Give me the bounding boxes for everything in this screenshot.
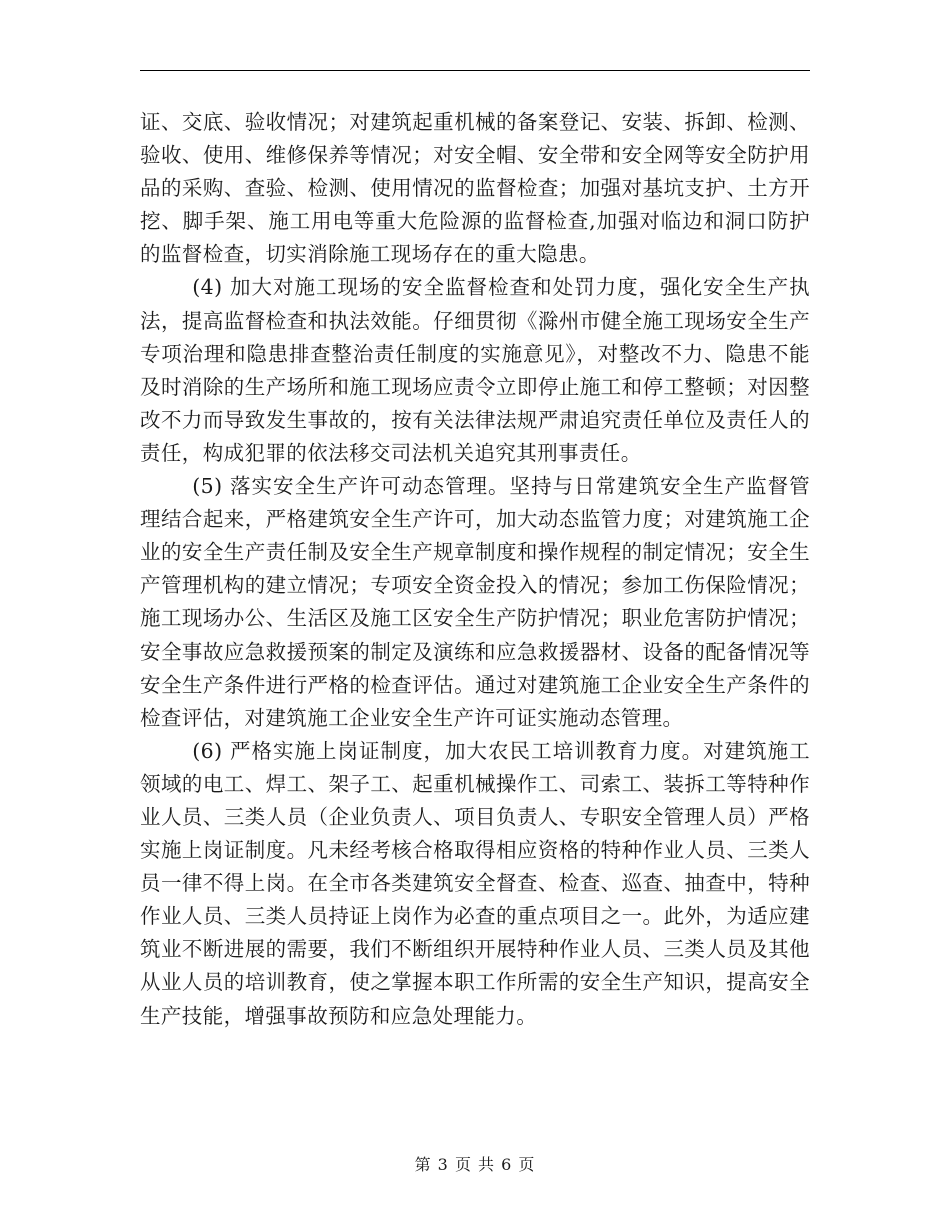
header-rule	[140, 70, 810, 71]
document-body	[140, 106, 810, 1033]
page-number-footer: 第 3 页 共 6 页	[414, 1155, 536, 1174]
paragraph-item-6: (6) 严格实施上岗证制度，加大农民工培训教育力度。对建筑施工领域的电工、焊工、架子工、起重机械操作工、司索工、装拆工等特种作业人员、三类人员（企业负责人、项目负责人、专职安全管理人员）严格实施上岗证制度。凡未经考核合格取得相应资格的特种作业人员、三类人员一律不得上岗。在全市各类建筑安全督查、检查、巡查、抽查中，特种作业人员、三类人员持证上岗作为必查的重点项目之一。此外，为适应建筑业不断进展的需要，我们不断组织开展特种作业人员、三类人员及其他从业人员的培训教育，使之掌握本职工作所需的安全生产知识，提高安全生产技能，增强事故预防和应急处理能力。	[140, 738, 810, 1028]
paragraph-item-5: (5) 落实安全生产许可动态管理。坚持与日常建筑安全生产监督管理结合起来，严格建筑安全生产许可，加大动态监管力度；对建筑施工企业的安全生产责任制及安全生产规章制度和操作规程的制定情况；安全生产管理机构的建立情况；专项安全资金投入的情况；参加工伤保险情况；施工现场办公、生活区及施工区安全生产防护情况；职业危害防护情况；安全事故应急救援预案的制定及演练和应急救援器材、设备的配备情况等安全生产条件进行严格的检查评估。通过对建筑施工企业安全生产条件的检查评估，对建筑施工企业安全生产许可证实施动态管理。	[140, 474, 810, 730]
paragraph-continuation: 证、交底、验收情况；对建筑起重机械的备案登记、安装、拆卸、检测、验收、使用、维修保养等情况；对安全帽、安全带和安全网等安全防护用品的采购、查验、检测、使用情况的监督检查；加强对基坑支护、土方开挖、脚手架、施工用电等重大危险源的监督检查,加强对临边和洞口防护的监督检查，切实消除施工现场存在的重大隐患。	[140, 110, 810, 267]
paragraph-item-4: (4) 加大对施工现场的安全监督检查和处罚力度，强化安全生产执法，提高监督检查和执法效能。仔细贯彻《滁州市健全施工现场安全生产专项治理和隐患排查整治责任制度的实施意见》，对整改不力、隐患不能及时消除的生产场所和施工现场应责令立即停止施工和停工整顿；对因整改不力而导致发生事故的，按有关法律法规严肃追究责任单位及责任人的责任，构成犯罪的依法移交司法机关追究其刑事责任。	[140, 275, 810, 465]
